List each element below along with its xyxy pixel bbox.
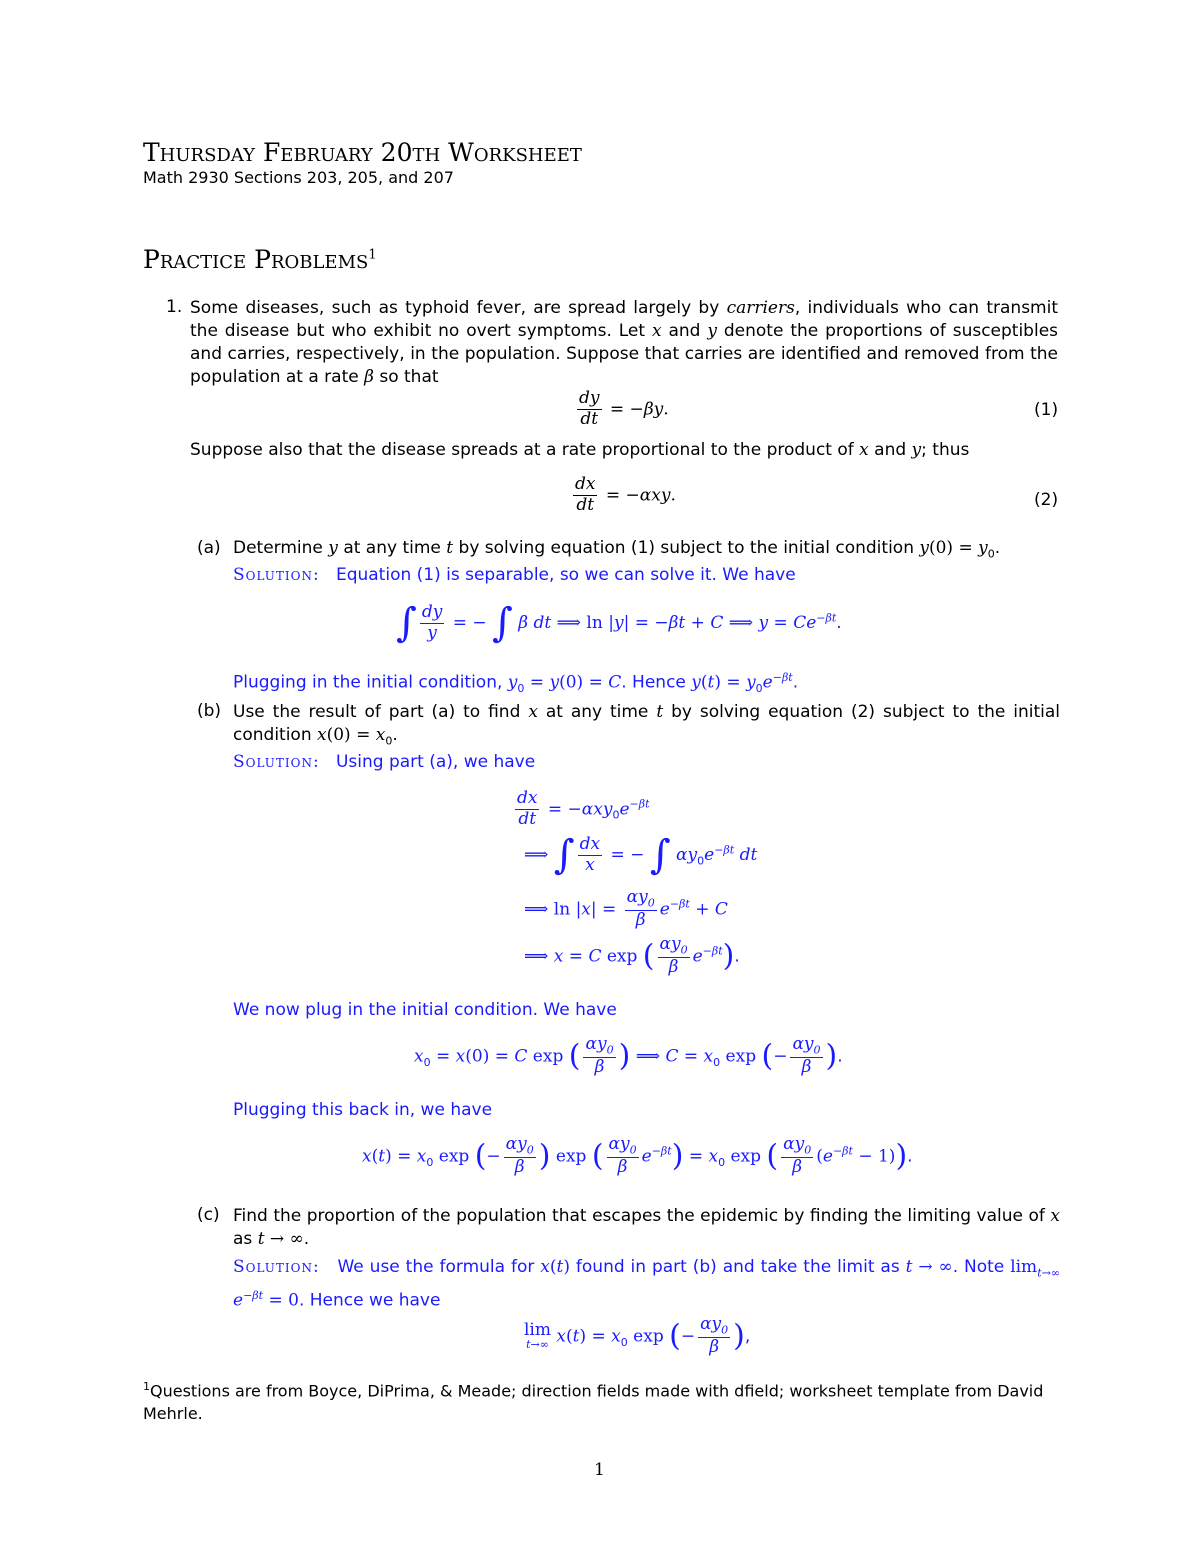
section-title: Practice Problems	[143, 245, 369, 274]
part-c-limit: lim t→∞ $x(t) = x_0$ exp (− $\frac{\alpha y_0}{\beta}$ ),	[524, 1314, 751, 1357]
page-title: Thursday February 20th Worksheet	[143, 138, 582, 167]
part-b-derivation-line-4: ⟹ x = C exp ( $\frac{\alpha y_0}{\beta}$ $e^{-\beta t}$).	[524, 934, 740, 977]
part-b-label: (b)	[197, 701, 222, 721]
part-b-solution-intro: Solution: Using part (a), we have	[233, 752, 536, 772]
part-b-back-text: Plugging this back in, we have	[233, 1100, 493, 1120]
part-a-result: Plugging in the initial condition, $y_0 = y(0) = C$. Hence $y(t) = y_0e^{-\beta t}$.	[233, 671, 799, 696]
part-a-solution-intro: Solution: Equation (1) is separable, so we can solve it. We have	[233, 565, 796, 585]
part-b-final: $x(t) = x_0$ exp (− $\frac{\alpha y_0}{\beta}$ ) exp ( $\frac{\alpha y_0}{\beta}$ $e^{-\beta t}) = x_0$ exp ( $\frac{\alpha y_0}{\beta}$ $(e^{-\beta t} - 1)$).	[362, 1134, 913, 1177]
part-b-derivation-line-2: ⟹ ∫ $\frac{dx}{x}$ = − ∫ $\alpha y_0e^{-\beta t}$ dt	[524, 832, 758, 878]
problem-mid-text: Suppose also that the disease spreads at a rate proportional to the product of x and y; thus	[190, 440, 970, 460]
solution-label: Solution:	[233, 565, 320, 585]
problem-number: 1.	[166, 297, 183, 317]
part-b-question: Use the result of part (a) to find x at any time t by solving equation (2) subject to the initial condition $x(0) = x_0$.	[233, 702, 1061, 748]
part-b-initial-condition: $x_0 = x(0) = C$ exp ( $\frac{\alpha y_0}{\beta}$ ) ⟹ $C = x_0$ exp (− $\frac{\alpha y_0}{\beta}$ ).	[414, 1034, 843, 1077]
footnote-ref: 1	[368, 247, 377, 263]
part-a-label: (a)	[197, 538, 221, 558]
part-b-plug-text: We now plug in the initial condition. We have	[233, 1000, 617, 1020]
part-a-question: Determine y at any time t by solving equation (1) subject to the initial condition $y(0) = y_0$.	[233, 538, 1001, 561]
part-b-derivation-line-3: ⟹ ln |x| = $\frac{\alpha y_0}{\beta}$ $e^{-\beta t} + C$	[524, 887, 728, 930]
equation-1: $\frac{dy}{dt}$ = −βy.	[579, 388, 669, 429]
part-c-label: (c)	[197, 1205, 220, 1225]
footnote	[143, 1375, 1060, 1425]
equation-2: $\frac{dx}{dt}$ = −αxy.	[575, 474, 676, 515]
problem-intro: Some diseases, such as typhoid fever, are spread largely by carriers, individuals who can transmit the disease but who exhibit no overt symptoms. Let x and y denote the proportions of susceptibles and carries, respectively, in the population. Suppose that carries are identified and removed from the population at a rate β so that	[190, 298, 1059, 387]
carriers-emphasis: carriers	[726, 298, 795, 318]
part-a-derivation: ∫ $\frac{dy}{y}$ = − ∫ β dt ⟹ ln |y| = −βt + C ⟹ $y = Ce^{-\beta t}$.	[396, 600, 842, 646]
solution-label: Solution:	[233, 752, 320, 772]
page-subtitle: Math 2930 Sections 203, 205, and 207	[143, 168, 454, 187]
solution-label: Solution:	[233, 1257, 320, 1277]
footnote-mark: 1	[143, 1380, 150, 1393]
equation-1-number: (1)	[1034, 400, 1059, 420]
part-c-question: Find the proportion of the population that escapes the epidemic by finding the limiting value of x as t → ∞.	[233, 1206, 1060, 1249]
part-b-derivation-line-1: $\frac{dx}{dt}$ = $-\alpha xy_0e^{-\beta t}$	[517, 788, 650, 829]
footnote-text: Questions are from Boyce, DiPrima, & Meade; direction fields made with dfield; worksheet template from David Mehrle.	[143, 1381, 1044, 1424]
equation-2-number: (2)	[1034, 490, 1059, 510]
page-number: 1	[594, 1460, 605, 1480]
part-c-solution: Solution: We use the formula for x(t) found in part (b) and take the limit as t → ∞. Note $\lim_{t\to\infty} e^{-\beta t} = 0$. Hence we have	[233, 1257, 1060, 1312]
section-heading	[143, 245, 377, 274]
